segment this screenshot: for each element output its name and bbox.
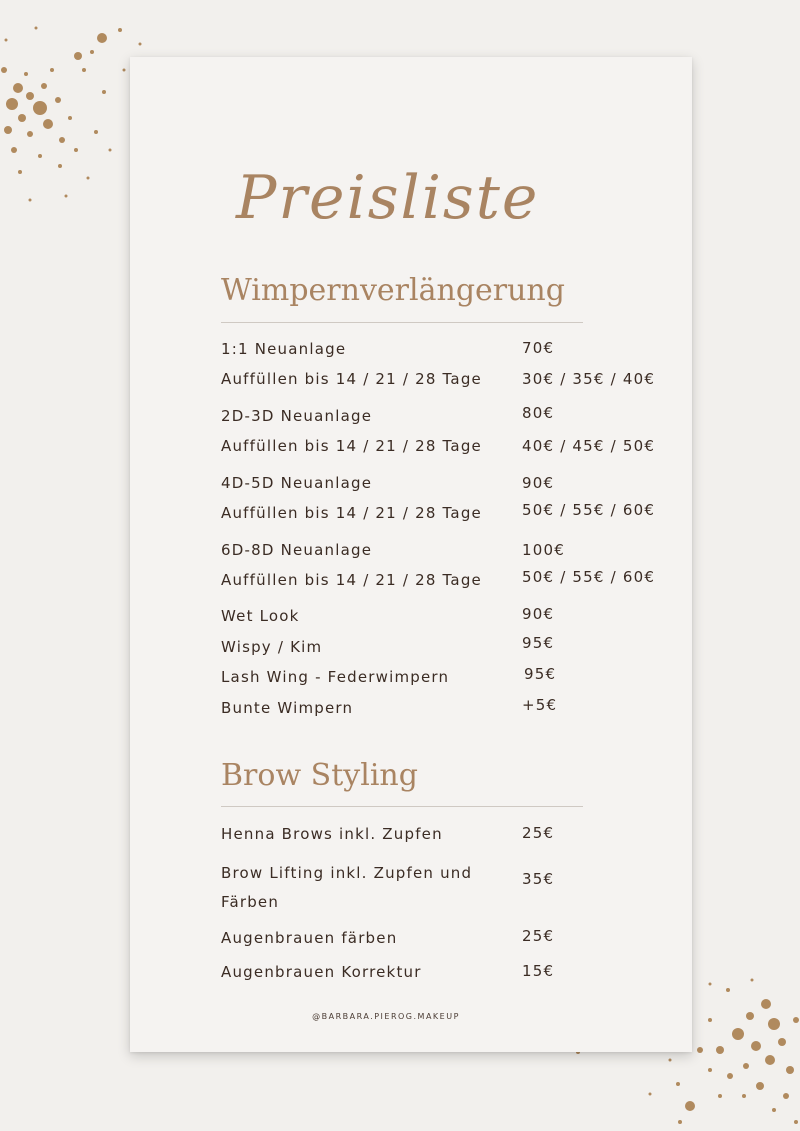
service-name: Auffüllen bis 14 / 21 / 28 Tage [221,504,482,522]
service-name: Wet Look [221,607,300,625]
service-price: 40€ / 45€ / 50€ [522,437,656,455]
service-price: 95€ [524,665,557,683]
service-name: Augenbrauen Korrektur [221,963,422,981]
service-price: 100€ [522,541,565,559]
service-name: Augenbrauen färben [221,929,398,947]
service-price: 70€ [522,339,555,357]
instagram-handle: @BARBARA.PIEROG.MAKEUP [312,1012,460,1021]
service-name: Bunte Wimpern [221,699,354,717]
service-price: 25€ [522,824,555,842]
section-divider-brows [221,806,583,807]
section-heading-lashes: Wimpernverlängerung [221,273,565,308]
section-heading-brows: Brow Styling [221,758,418,793]
service-price: +5€ [522,696,558,714]
service-price: 25€ [522,927,555,945]
service-price: 90€ [522,474,555,492]
service-price: 80€ [522,404,555,422]
service-name: 6D-8D Neuanlage [221,541,373,559]
service-price: 50€ / 55€ / 60€ [522,501,656,519]
service-name: Auffüllen bis 14 / 21 / 28 Tage [221,437,482,455]
page-title: Preisliste [236,163,540,233]
service-name: Brow Lifting inkl. Zupfen und Färben [221,864,473,911]
service-price: 95€ [522,634,555,652]
service-name: Lash Wing - Federwimpern [221,668,450,686]
service-name: Wispy / Kim [221,638,323,656]
service-price: 30€ / 35€ / 40€ [522,370,656,388]
service-name: Auffüllen bis 14 / 21 / 28 Tage [221,370,482,388]
service-price: 15€ [522,962,555,980]
service-name: 4D-5D Neuanlage [221,474,373,492]
service-name: 2D-3D Neuanlage [221,407,373,425]
service-price: 50€ / 55€ / 60€ [522,568,656,586]
service-name: Henna Brows inkl. Zupfen [221,825,443,843]
service-price: 90€ [522,605,555,623]
service-name: Auffüllen bis 14 / 21 / 28 Tage [221,571,482,589]
section-divider-lashes [221,322,583,323]
service-name: 1:1 Neuanlage [221,340,347,358]
service-price: 35€ [522,870,555,888]
